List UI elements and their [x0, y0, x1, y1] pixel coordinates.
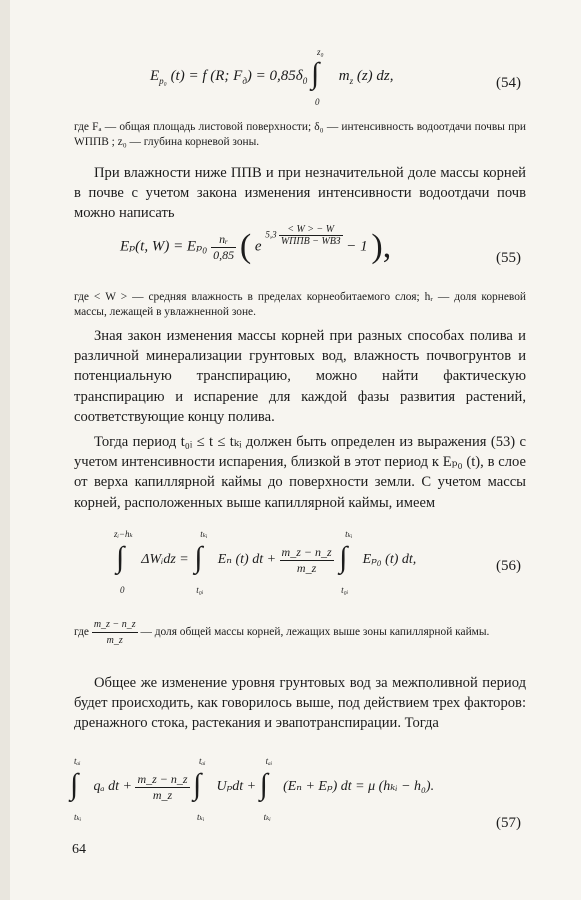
eq55-exponent: [265, 224, 342, 247]
eq56-integral-1: [112, 529, 138, 595]
eq56-int3-lower: t₀ᵢ: [341, 585, 349, 595]
eq57-int2-upper: tₐᵢ: [199, 756, 206, 766]
eq56-int1-upper: zᵢ−hₖ: [114, 529, 133, 539]
paragraph-1-block: [74, 163, 526, 224]
eq57-int1-body: qₐ dt +: [93, 779, 132, 795]
integral-sign: ∫: [259, 768, 268, 801]
paragraph-2: Зная закон изменения массы корней при разных способах полива и различной минерализации грунтовых вод, влажность почвогрунтов и потенциальную транспирацию, можно найти фактическую транспирацию и испарение для каждой фазы развития растений, соответствующие концу полива.: [74, 328, 526, 425]
eq55-left-paren: (: [239, 228, 252, 265]
note-56-prefix: где: [74, 626, 89, 639]
eq57-frac-num: m_z − n_z: [137, 771, 188, 786]
eq57-int3-upper: tₐᵢ: [265, 756, 273, 766]
eq55-exp-num: < W > − W: [279, 224, 343, 236]
note-56-suffix: — доля общей массы корней, лежащих выше зоны капиллярной каймы.: [140, 626, 490, 639]
note-56-frac-den: m_z: [106, 635, 123, 646]
integral-sign: ∫: [193, 768, 202, 801]
eq54-integrand: $m_z$ (z) dz,: [338, 68, 394, 87]
eq57-int3-body: (Eₙ + Eₚ) dt = μ (hₖᵢ − h₀).: [283, 779, 435, 795]
integral-sign: ∫: [116, 541, 125, 574]
integral-sign: ∫: [339, 541, 348, 574]
eq56-int1-lower: 0: [120, 585, 125, 595]
eq56-int3-body: Eₚ₀ (t) dt,: [362, 552, 417, 568]
eq54-integral: [310, 47, 335, 107]
paragraph-3: Тогда период t₀ᵢ ≤ t ≤ tₖᵢ должен быть определен из выражения (53) с учетом интенсивности испарения, близкой в этот период к Eₚ₀ (t), в слое от верха капиллярной каймы до поверхности земли. С учетом массы корней, расположенных выше капиллярной каймы, имеем: [74, 434, 526, 511]
eq56-int1-body: ΔWᵢdz =: [141, 552, 189, 568]
note-55: где < W > — средняя влажность в пределах корнеобитаемого слоя; hᵣ — доля корневой массы, лежащей в увлажненной зоне.: [74, 291, 526, 318]
eq57-int1-upper: tₐᵢ: [74, 756, 81, 766]
eq55-exp-den: WППВ − WВЗ: [280, 236, 341, 247]
eq57-number: (57): [496, 815, 521, 831]
eq55-lhs: Eₚ(t, W) = Eₚ₀: [120, 238, 208, 255]
eq57-int3-lower: tₖᵢ: [263, 812, 271, 822]
equation-56: [112, 529, 417, 595]
note-54-block: [74, 120, 526, 150]
eq56-fraction: [280, 545, 334, 576]
eq56-int3-upper: tₖᵢ: [345, 529, 353, 539]
eq56-frac-num: m_z − n_z: [281, 544, 332, 559]
equation-57: [70, 756, 435, 822]
note-56-frac-num: m_z − n_z: [92, 617, 138, 633]
page-number: 64: [72, 842, 86, 857]
eq57-integral-3: [259, 756, 280, 822]
page-edge-shadow: [0, 0, 10, 900]
note-56-fraction: [92, 617, 138, 648]
eq57-int1-lower: tₖᵢ: [74, 812, 82, 822]
note-54: где Fₐ — общая площадь листовой поверхности; δ₀ — интенсивность водоотдачи почвы при WППВ ; z₀ — глубина корневой зоны.: [74, 121, 526, 148]
eq57-fraction: [135, 772, 189, 803]
note-55-block: [74, 290, 526, 320]
eq57-int2-lower: tₖᵢ: [197, 812, 205, 822]
eq55-frac-num: nᵣ: [211, 232, 236, 248]
eq55-tail: − 1: [346, 238, 368, 255]
eq55-exp-base: e: [254, 238, 262, 255]
eq57-int2-body: Uₚdt +: [216, 779, 257, 795]
eq55-fraction: [211, 232, 236, 263]
integral-sign: ∫: [194, 541, 203, 574]
eq55-exp-coef: 5,3: [265, 229, 277, 240]
eq56-number: (56): [496, 558, 521, 574]
eq55-number: (55): [496, 250, 521, 266]
equation-54: [150, 47, 394, 107]
eq57-frac-den: m_z: [152, 787, 173, 802]
eq56-integral-2: [192, 529, 214, 595]
eq54-upper-limit: z₀: [316, 47, 324, 57]
integral-sign: ∫: [310, 57, 320, 90]
eq54-lhs: $E_{p_0}$ (t) = f (R; $F_д) = 0,85\delta_0$: [150, 68, 308, 87]
paragraph-3-block: [74, 432, 526, 513]
eq56-int2-upper: tₖᵢ: [200, 529, 208, 539]
eq54-number: (54): [496, 75, 521, 91]
note-56-block: [74, 617, 526, 648]
integral-sign: ∫: [70, 768, 79, 801]
eq56-int2-lower: t₀ᵢ: [196, 585, 204, 595]
eq55-right-paren: ),: [371, 228, 392, 265]
eq57-integral-2: [193, 756, 213, 822]
eq56-int2-body: Eₙ (t) dt +: [217, 552, 277, 568]
equation-55: [120, 224, 392, 266]
eq55-exp-fraction: [279, 224, 343, 247]
paragraph-2-block: [74, 326, 526, 427]
eq55-frac-den: 0,85: [213, 247, 235, 262]
note-56: [74, 617, 526, 648]
eq54-lower-limit: 0: [314, 97, 320, 107]
eq57-integral-1: [70, 756, 90, 822]
paragraph-4-block: [74, 673, 526, 734]
paragraph-4: Общее же изменение уровня грунтовых вод за межполивной период будет происходить, как говорилось выше, под действием трех факторов: дренажного стока, растекания и эвапотранспирации. Тогда: [74, 675, 526, 732]
eq56-integral-3: [337, 529, 359, 595]
eq56-frac-den: m_z: [296, 560, 317, 575]
paragraph-1: При влажности ниже ППВ и при незначительной доле массы корней в почве с учетом закона изменения интенсивности водоотдачи почв можно написать: [74, 165, 526, 222]
